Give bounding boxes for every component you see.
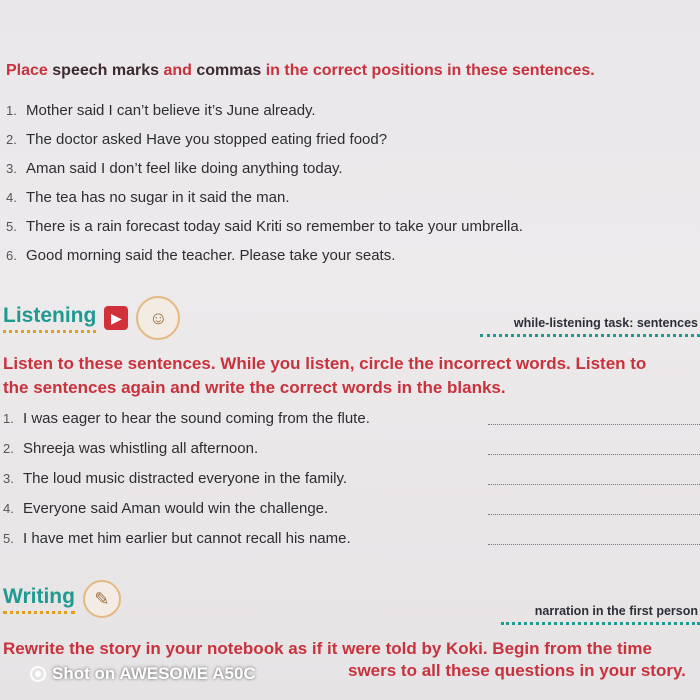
list-item: 2. Shreeja was whistling all afternoon. bbox=[3, 438, 700, 468]
writing-instruction: Rewrite the story in your notebook as if it were told by Koki. Begin from the time swers to all these questions in your story. bbox=[3, 639, 686, 680]
list-item: 6. Good morning said the teacher. Please take your seats. bbox=[6, 247, 396, 264]
exercise-instruction: Place speech marks and commas in the correct positions in these sentences. bbox=[6, 62, 595, 79]
camera-watermark: Shot on AWESOME A50C bbox=[30, 664, 256, 684]
speech-marks-list bbox=[6, 100, 523, 274]
list-item: 5. There is a rain forecast today said Kriti so remember to take your umbrella. bbox=[6, 218, 523, 235]
list-item: 1. I was eager to hear the sound coming from the flute. bbox=[3, 408, 700, 438]
writer-icon: ✎ bbox=[83, 580, 121, 618]
listening-header bbox=[3, 296, 180, 340]
list-item: 3. Aman said I don’t feel like doing anything today. bbox=[6, 160, 343, 177]
answer-blank[interactable] bbox=[488, 484, 700, 485]
camera-icon bbox=[30, 666, 46, 682]
list-item: 1. Mother said I can’t believe it’s June already. bbox=[6, 102, 316, 119]
list-item: 4. Everyone said Aman would win the challenge. bbox=[3, 498, 700, 528]
list-item: 4. The tea has no sugar in it said the man. bbox=[6, 189, 290, 206]
section-title-listening: Listening bbox=[3, 304, 96, 333]
list-item: 5. I have met him earlier but cannot recall his name. bbox=[3, 528, 700, 558]
listening-task-tag: while-listening task: sentences bbox=[480, 316, 700, 337]
listening-list bbox=[3, 408, 700, 558]
answer-blank[interactable] bbox=[488, 544, 700, 545]
writing-header bbox=[3, 580, 121, 618]
list-item: 2. The doctor asked Have you stopped eating fried food? bbox=[6, 131, 388, 148]
list-item: 3. The loud music distracted everyone in the family. bbox=[3, 468, 700, 498]
answer-blank[interactable] bbox=[488, 454, 700, 455]
answer-blank[interactable] bbox=[488, 514, 700, 515]
writing-task-tag: narration in the first person bbox=[501, 604, 700, 625]
answer-blank[interactable] bbox=[488, 424, 700, 425]
listening-instruction: Listen to these sentences. While you listen, circle the incorrect words. Listen to the sentences again and write the correct words in the blanks. bbox=[3, 354, 647, 397]
group-icon: ☺ bbox=[136, 296, 180, 340]
section-title-writing: Writing bbox=[3, 585, 75, 614]
speaker-icon: ▶ bbox=[104, 306, 128, 330]
